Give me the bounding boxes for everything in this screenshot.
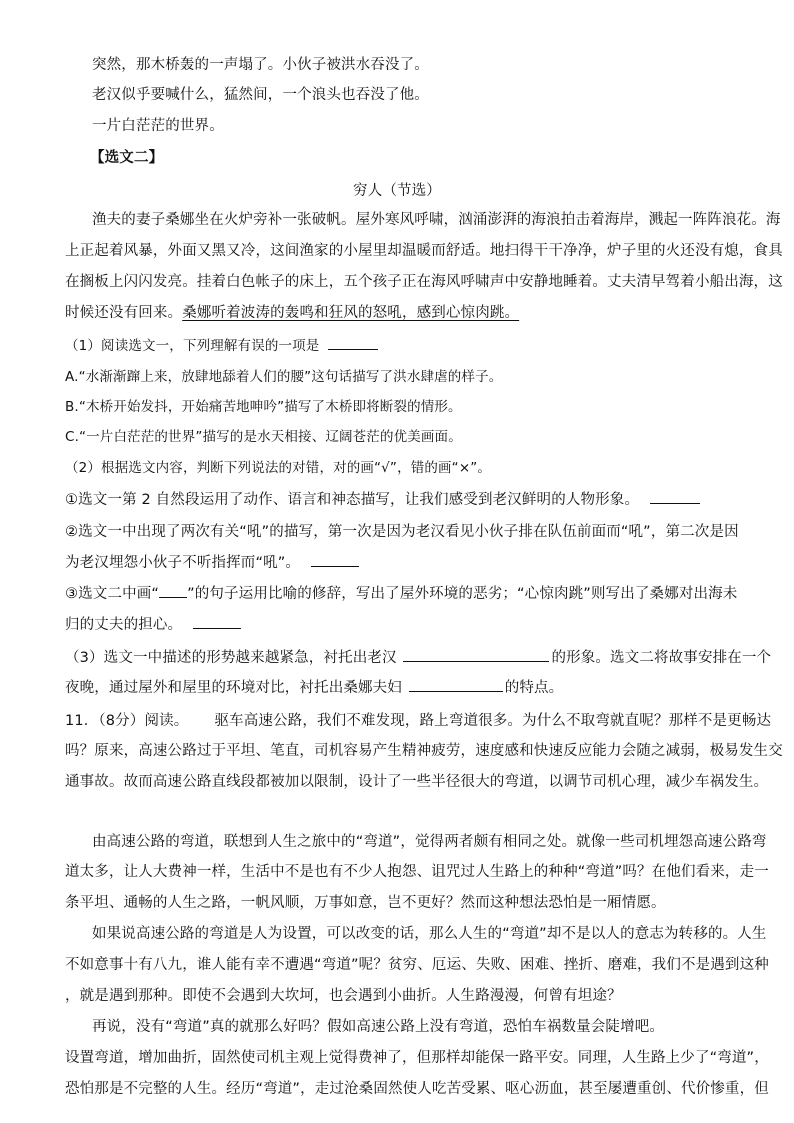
question-3-line xyxy=(65,678,563,698)
question-11-line xyxy=(65,711,771,731)
passage1-line: 一片白茫茫的世界。 xyxy=(92,118,224,134)
essay-text: 驱车高速公路，我们不难发现，路上弯道很多。为什么不取弯就直呢？那样不是更畅达 xyxy=(214,713,772,729)
option-a: A.“水渐渐蹿上来，放肆地舔着人们的腰”这句话描写了洪水肆虐的样子。 xyxy=(65,369,503,385)
question-text: （1）阅读选文一，下列理解有误的一项是 xyxy=(65,338,320,354)
item-text: ①选文一第 2 自然段运用了动作、语言和神态描写，让我们感受到老汉鲜明的人物形象。 xyxy=(65,492,640,508)
passage2-line: 渔夫的妻子桑娜坐在火炉旁补一张破帆。屋外寒风呼啸，汹涌澎湃的海浪拍击着海岸，溅起一阵阵浪花。海 xyxy=(92,212,781,228)
answer-blank[interactable] xyxy=(409,679,503,692)
essay-line: 道太多，让人大费神一样，生活中不是也有不少人抱怨、诅咒过人生路上的种种“弯道”吗？在他们看来，走一 xyxy=(65,864,769,880)
question-text: 夜晚，通过屋外和屋里的环境对比，衬托出桑娜夫妇 xyxy=(65,680,402,696)
essay-line: 不如意事十有八九，谁人能有幸不遭遇“弯道”呢？贫穷、厄运、失败、困难、挫折、磨难，我们不是遇到这种 xyxy=(65,957,769,973)
question-text: （3）选文一中描述的形势越来越紧急，衬托出老汉 xyxy=(65,650,397,666)
question-text: 的形象。选文二将故事安排在一个 xyxy=(551,650,772,666)
essay-line: 吗？原来，高速公路过于平坦、笔直，司机容易产生精神疲劳，速度感和快速反应能力会随之减弱，极易发生交 xyxy=(65,743,783,759)
answer-blank[interactable] xyxy=(650,491,700,504)
passage2-label: 【选文二】 xyxy=(90,150,164,166)
essay-line: 由高速公路的弯道，联想到人生之旅中的“弯道”，觉得两者颇有相同之处。就像一些司机埋怨高速公路弯 xyxy=(92,834,767,850)
question-2-item-3-cont xyxy=(65,615,241,635)
item-text: 为老汉埋怨小伙子不听指挥而“吼”。 xyxy=(65,555,301,571)
underline-mark-sample xyxy=(159,585,187,598)
answer-blank[interactable] xyxy=(193,616,241,629)
essay-line: 再说，没有“弯道”真的就那么好吗？假如高速公路上没有弯道，恐怕车祸数量会陡增吧。 xyxy=(92,1019,665,1035)
answer-blank[interactable] xyxy=(328,337,378,350)
underlined-sentence: 桑娜听着波涛的轰鸣和狂风的怒吼，感到心惊肉跳。 xyxy=(182,305,520,321)
question-2-item-2-cont xyxy=(65,553,359,573)
passage2-line: 上正起着风暴，外面又黑又冷，这间渔家的小屋里却温暖而舒适。地扫得干干净净，炉子里的火还没有熄，食具 xyxy=(65,243,783,259)
passage1-line: 突然，那木桥轰的一声塌了。小伙子被洪水吞没了。 xyxy=(92,57,429,73)
passage2-line: 在搁板上闪闪发亮。挂着白色帐子的床上，五个孩子正在海风呼啸声中安静地睡着。丈夫清早驾着小船出海，这 xyxy=(65,274,783,290)
essay-line: 如果说高速公路的弯道是人为设置，可以改变的话，那么人生的“弯道”却不是以人的意志为转移的。人生 xyxy=(92,926,767,942)
essay-line: ，就是遇到那种。即使不会遇到大坎坷，也会遇到小曲折。人生路漫漫，何曾有坦途？ xyxy=(65,988,622,1004)
essay-line: 设置弯道，增加曲折，固然使司机主观上觉得费神了，但那样却能保一路平安。同理，人生路上少了“弯道”， xyxy=(65,1050,769,1066)
question-2-item-2: ②选文一中出现了两次有关“吼”的描写，第一次是因为老汉看见小伙子排在队伍前面而“吼”，第二次是因 xyxy=(65,524,739,540)
question-2-item-3 xyxy=(65,584,737,604)
question-2-item-1 xyxy=(65,490,700,510)
option-b: B.“木桥开始发抖，开始痛苦地呻吟”描写了木桥即将断裂的情形。 xyxy=(65,399,462,415)
passage2-line xyxy=(65,303,519,323)
item-text: ”的句子运用比喻的修辞，写出了屋外环境的恶劣；“心惊肉跳”则写出了桑娜对出海未 xyxy=(187,586,738,602)
essay-line: 通事故。故而高速公路直线段都被加以限制，设计了一些半径很大的弯道，以调节司机心理，减少车祸发生。 xyxy=(65,774,769,790)
option-c: C.“一片白茫茫的世界”描写的是水天相接、辽阔苍茫的优美画面。 xyxy=(65,429,462,445)
item-text: ③选文二中画“ xyxy=(65,586,160,602)
essay-line: 条平坦、通畅的人生之路，一帆风顺，万事如意，岂不更好？然而这种想法恐怕是一厢情愿。 xyxy=(65,895,666,911)
essay-line: 恐怕那是不完整的人生。经历“弯道”，走过沧桑固然使人吃苦受累、呕心沥血，甚至屡遭重创、代价惨重，但 xyxy=(65,1081,769,1097)
answer-blank[interactable] xyxy=(403,649,549,662)
passage1-line: 老汉似乎要喊什么，猛然间，一个浪头也吞没了他。 xyxy=(92,87,429,103)
passage2-text: 时候还没有回来。 xyxy=(65,305,183,321)
question-2-stem: （2）根据选文内容，判断下列说法的对错，对的画“√”，错的画“×”。 xyxy=(65,460,492,476)
item-text: 归的丈夫的担心。 xyxy=(65,617,183,633)
answer-blank[interactable] xyxy=(311,554,359,567)
question-text: 的特点。 xyxy=(504,680,564,696)
question-3-line xyxy=(65,648,771,668)
question-11-label: 11．（8分）阅读。 xyxy=(65,713,189,729)
question-1-stem xyxy=(65,336,378,356)
passage2-title: 穷人（节选） xyxy=(353,183,441,199)
